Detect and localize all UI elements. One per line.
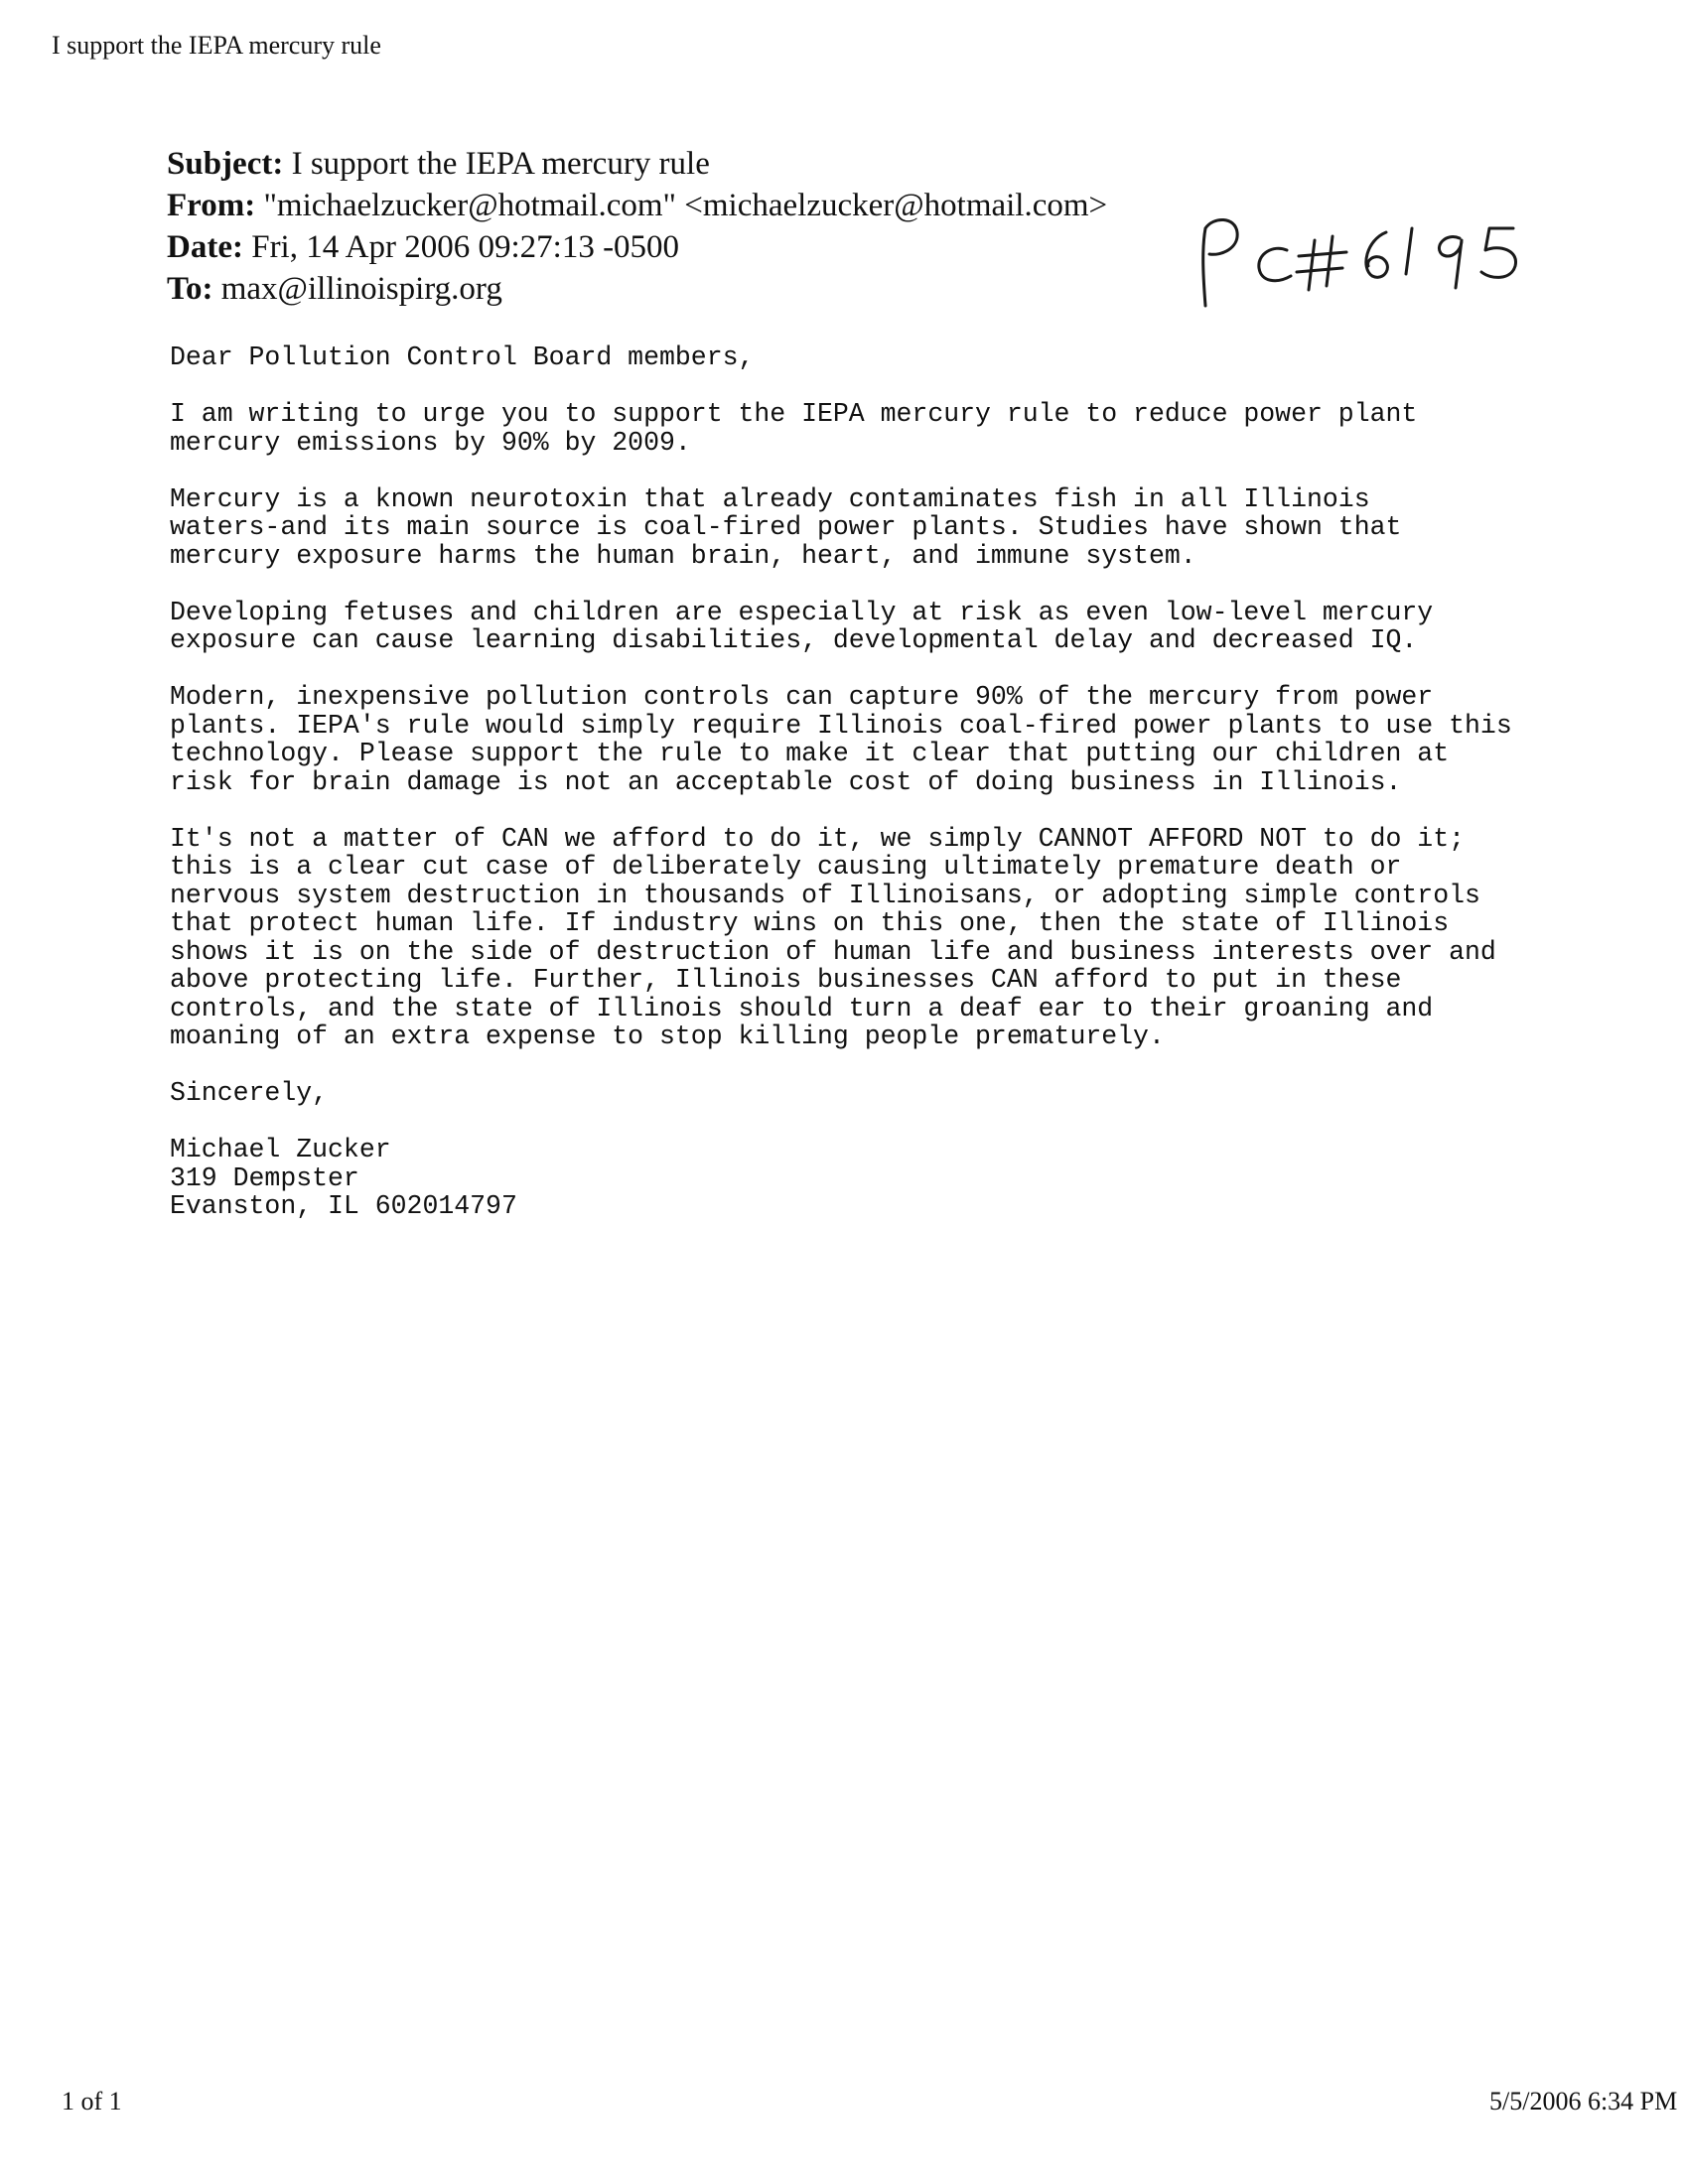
from-label: From: <box>167 188 256 223</box>
subject-value: I support the IEPA mercury rule <box>291 146 710 182</box>
print-datetime: 5/5/2006 6:34 PM <box>1489 2087 1678 2116</box>
to-label: To: <box>167 271 213 307</box>
subject-row <box>167 143 1107 185</box>
body-paragraph-5: It's not a matter of CAN we afford to do it, we simply CANNOT AFFORD NOT to do it; this is a clear cut case of deliberately causing ultimately premature death or nervous system destruction in thousands of Illinoisans, or adopting simple controls that protect human life. If industry wins on this one, then the state of Illinois shows it is on the side of destruction of human life and business interests over and above protecting life. Further, Illinois businesses CAN afford to put in these controls, and the state of Illinois should turn a deaf ear to their groaning and moaning of an extra expense to stop killing people prematurely. <box>170 823 1496 1051</box>
page-number: 1 of 1 <box>62 2087 122 2116</box>
body-paragraph-1: I am writing to urge you to support the IEPA mercury rule to reduce power plant mercury emissions by 90% by 2009. <box>170 399 1418 458</box>
closing: Sincerely, <box>170 1078 329 1108</box>
to-row <box>167 268 1107 310</box>
body-paragraph-4: Modern, inexpensive pollution controls can capture 90% of the mercury from power plants. IEPA's rule would simply require Illinois coal-fired power plants to use this technology. Please support the rule to make it clear that putting our children at risk for brain damage is not an acceptable cost of doing business in Illinois. <box>170 682 1512 797</box>
date-label: Date: <box>167 229 243 265</box>
subject-label: Subject: <box>167 146 284 182</box>
signature-name: Michael Zucker <box>170 1135 391 1164</box>
handwritten-note <box>1192 210 1549 320</box>
email-body <box>170 343 1639 1221</box>
to-value: max@illinoispirg.org <box>220 271 502 307</box>
greeting: Dear Pollution Control Board members, <box>170 342 755 372</box>
date-row <box>167 226 1107 268</box>
email-headers <box>167 143 1107 310</box>
date-value: Fri, 14 Apr 2006 09:27:13 -0500 <box>251 229 680 265</box>
signature-address-line1: 319 Dempster <box>170 1162 359 1193</box>
running-header: I support the IEPA mercury rule <box>52 31 381 60</box>
signature-block <box>170 1136 1639 1221</box>
signature-address-line2: Evanston, IL 602014797 <box>170 1191 517 1221</box>
body-paragraph-3: Developing fetuses and children are especially at risk as even low-level mercury exposure can cause learning disabilities, developmental delay and decreased IQ. <box>170 597 1434 655</box>
from-value: "michaelzucker@hotmail.com" <michaelzucker@hotmail.com> <box>263 188 1108 223</box>
body-paragraph-2: Mercury is a known neurotoxin that already contaminates fish in all Illinois waters-and its main source is coal-fired power plants. Studies have shown that mercury exposure harms the human brain, heart, and immune system. <box>170 483 1402 571</box>
from-row <box>167 185 1107 226</box>
